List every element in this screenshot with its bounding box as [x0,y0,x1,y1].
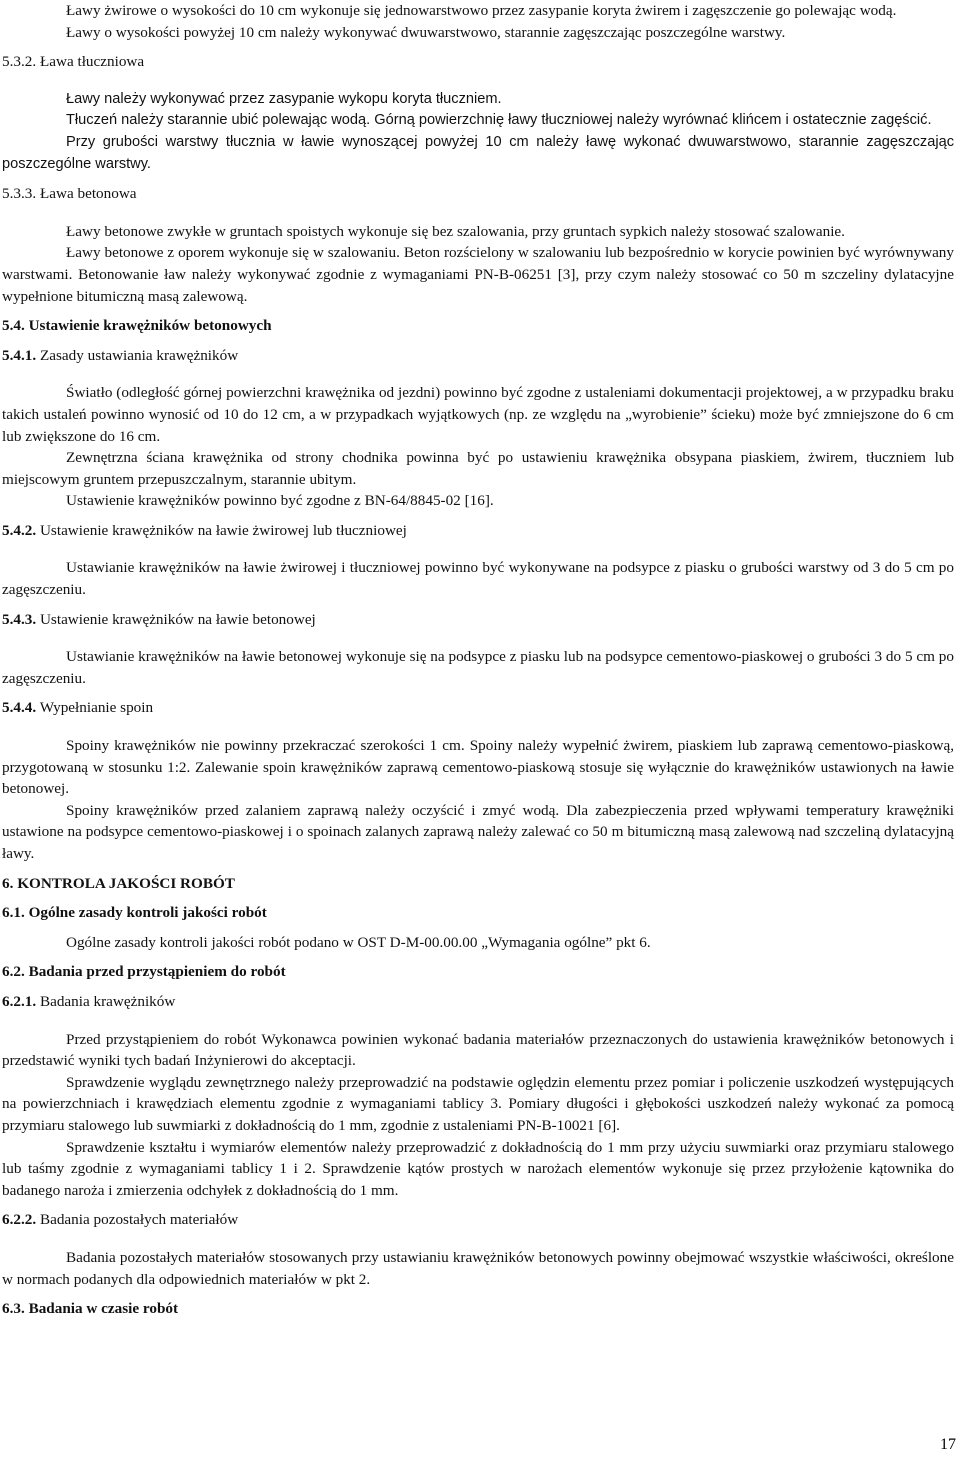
paragraph-curb-standard: Ustawienie krawężników powinno być zgodne z BN-64/8845-02 [16]. [66,492,494,510]
heading-text: Wypełnianie spoin [36,699,154,717]
document-page [2,0,954,1320]
paragraph-curb-outer-wall: Zewnętrzna ściana krawężnika od strony chodnika powinna być po ustawieniu krawężnika obsypana piaskiem, żwirem, tłuczniem lub miejscowym gruntem przepuszczalnym, starannie ubitym. [2,449,954,488]
paragraph-joints-2: Spoiny krawężników przed zalaniem zaprawą należy oczyścić i zmyć wodą. Dla zabezpieczenia przed wpływami temperatury krawężniki ustawione na podsypce cementowo-piaskowej i o spoinach zalanych zaprawą należy zalewać co 50 m bitumiczną masą zalewową nad szczeliną dylatacyjną ławy. [2,801,954,862]
heading-5-4-1 [2,345,954,367]
heading-text: Badania krawężników [36,992,176,1010]
paragraph-other-materials: Badania pozostałych materiałów stosowanych przy ustawianiu krawężników betonowych powinny obejmować wszystkie właściwości, określone w normach podanych dla odpowiednich materiałów w pkt 2. [2,1248,954,1288]
heading-6-1: 6.1. Ogólne zasady kontroli jakości robót [2,904,267,922]
heading-6-2-2 [2,1209,954,1231]
paragraph-quality-general: Ogólne zasady kontroli jakości robót podano w OST D-M-00.00.00 „Wymagania ogólne” pkt 6. [66,933,651,951]
paragraph-crushed-stone-1: Ławy należy wykonywać przez zasypanie wykopu koryta tłuczniem. [66,90,502,107]
heading-6-2-1 [2,991,954,1013]
heading-5-4-4 [2,697,954,719]
paragraph-curb-tests-2: Sprawdzenie wyglądu zewnętrznego należy przeprowadzić na podstawie oględzin elementu przez pomiar i policzenie uszkodzeń występujących na powierzchniach i krawędziach elementu zgodnie z wymaganiami tablicy 3. Pomiary długości i głębokości uszkodzeń należy wykonać za pomocą przymiaru stalowego lub suwmiarki z dokładnością do 1 mm, zgodnie z ustaleniami PN-B-10021 [6]. [2,1073,954,1134]
heading-number: 5.4.1. [2,346,37,364]
paragraph-curb-tests-1: Przed przystąpieniem do robót Wykonawca powinien wykonać badania materiałów przeznaczonych do ustawienia krawężników betonowych i przedstawić wyniki tych badań Inżynierowi do akceptacji. [2,1030,954,1070]
heading-text: Ustawienie krawężników na ławie żwirowej lub tłuczniowej [36,521,407,539]
heading-5-4-2 [2,520,954,542]
heading-number: 6.2.2. [2,1211,37,1229]
paragraph-gravel-bench-single-layer: Ławy żwirowe o wysokości do 10 cm wykonuje się jednowarstwowo przez zasypanie koryta żwirem i zagęszczenie go polewając wodą. [66,2,897,19]
paragraph-curb-tests-3: Sprawdzenie kształtu i wymiarów elementów należy przeprowadzić z dokładnością do 1 mm przy użyciu suwmiarki oraz przymiaru stalowego lub taśmy zgodnie z wymaganiami tablicy 1 i 2. Sprawdzenie kątów prostych w narożach elementów wykonuje się przez przyłożenie kątownika do badanego naroża i zmierzenia odchyłek z dokładnością do 1 mm. [2,1138,954,1199]
paragraph-crushed-stone-2: Tłuczeń należy starannie ubić polewając wodą. Górną powierzchnię ławy tłuczniowej należy wyrównać klińcem i ostatecznie zagęścić. [66,112,932,129]
heading-number: 6.2.1. [2,992,37,1010]
paragraph-curb-on-concrete: Ustawianie krawężników na ławie betonowej wykonuje się na podsypce z piasku lub na podsypce cementowo-piaskowej o grubości 3 do 5 cm po zagęszczeniu. [2,648,954,687]
heading-text: Zasady ustawiania krawężników [36,346,239,364]
paragraph-crushed-stone-3: Przy grubości warstwy tłucznia w ławie wynoszącej powyżej 10 cm należy ławę wykonać dwuwarstwowo, starannie zagęszczając poszczególne warstwy. [2,133,954,172]
heading-text: Badania pozostałych materiałów [36,1211,239,1229]
heading-5-3-2: 5.3.2. Ława tłuczniowa [2,53,145,71]
heading-text: Ustawienie krawężników na ławie betonowej [36,610,316,628]
heading-6-3: 6.3. Badania w czasie robót [2,1300,179,1318]
heading-number: 5.4.4. [2,699,37,717]
page-number: 17 [940,1436,956,1453]
heading-5-4: 5.4. Ustawienie krawężników betonowych [2,317,272,335]
heading-5-3-3: 5.3.3. Ława betonowa [2,185,137,203]
paragraph-concrete-bench-2: Ławy betonowe z oporem wykonuje się w szalowaniu. Beton rozścielony w szalowaniu lub bezpośrednio w korycie powinien być wyrównywany warstwami. Betonowanie ław należy wykonywać zgodnie z wymaganiami PN-B-06251 [3], przy czym należy stosować co 50 m szczeliny dylatacyjne wypełnione bitumiczną masą zalewową. [2,244,954,305]
heading-5-4-3 [2,609,954,631]
paragraph-joints-1: Spoiny krawężników nie powinny przekraczać szerokości 1 cm. Spoiny należy wypełnić żwirem, piaskiem lub zaprawą cementowo-piaskową, przygotowaną w stosunku 1:2. Zalewanie spoin krawężników zaprawą cementowo-piaskową stosuje się wyłącznie do krawężników ustawionych na ławie betonowej. [2,737,954,798]
paragraph-concrete-bench-1: Ławy betonowe zwykłe w gruntach spoistych wykonuje się bez szalowania, przy gruntach sypkich należy stosować szalowanie. [66,222,845,240]
heading-6: 6. KONTROLA JAKOŚCI ROBÓT [2,874,235,892]
paragraph-curb-on-gravel: Ustawianie krawężników na ławie żwirowej i tłuczniowej powinno być wykonywane na podsypce z piasku o grubości warstwy od 3 do 5 cm po zagęszczeniu. [2,559,954,599]
heading-number: 5.4.2. [2,521,37,539]
paragraph-curb-clearance: Światło (odległość górnej powierzchni krawężnika od jezdni) powinno być zgodne z ustaleniami dokumentacji projektowej, a w przypadku braku takich ustaleń powinno wynosić od 10 do 12 cm, a w przypadkach wyjątkowych (np. ze względu na „wyrobienie” ścieku) może być zmniejszone do 6 cm lub zwiększone do 16 cm. [2,384,954,445]
paragraph-gravel-bench-double-layer: Ławy o wysokości powyżej 10 cm należy wykonywać dwuwarstwowo, starannie zagęszczając poszczególne warstwy. [66,23,786,41]
heading-6-2: 6.2. Badania przed przystąpieniem do robót [2,963,286,981]
heading-number: 5.4.3. [2,610,37,628]
